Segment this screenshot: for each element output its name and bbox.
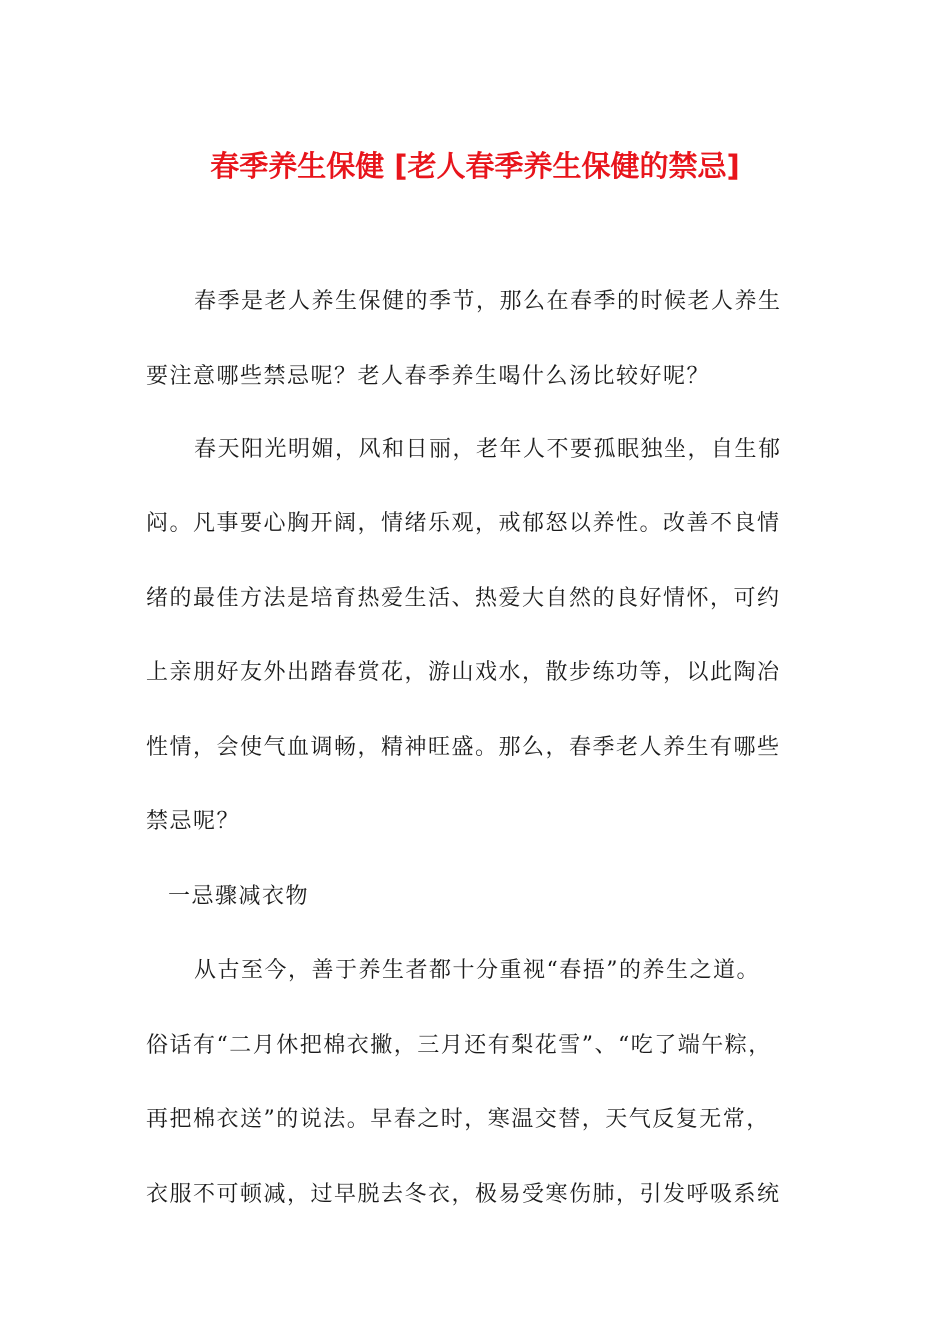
paragraph-line: 再把棉衣送”的说法。早春之时，寒温交替，天气反复无常， xyxy=(146,1107,770,1132)
section-heading: 一忌骤减衣物 xyxy=(168,884,310,909)
paragraph-line: 从古至今，善于养生者都十分重视“春捂”的养生之道。 xyxy=(194,958,760,983)
paragraph-line: 禁忌呢？ xyxy=(146,809,241,834)
paragraph-line: 要注意哪些禁忌呢？老人春季养生喝什么汤比较好呢？ xyxy=(146,364,711,389)
paragraph-line: 上亲朋好友外出踏春赏花，游山戏水，散步练功等，以此陶冶 xyxy=(146,660,781,685)
paragraph-line: 绪的最佳方法是培育热爱生活、热爱大自然的良好情怀，可约 xyxy=(146,586,781,611)
document-title: 春季养生保健 [老人春季养生保健的禁忌] xyxy=(210,149,740,183)
paragraph-line: 闷。凡事要心胸开阔，情绪乐观，戒郁怒以养性。改善不良情 xyxy=(146,511,781,536)
paragraph-line: 俗话有“二月休把棉衣撇，三月还有梨花雪”、“吃了端午粽， xyxy=(146,1033,772,1058)
paragraph-line: 春季是老人养生保健的季节，那么在春季的时候老人养生 xyxy=(194,289,782,314)
paragraph-line: 衣服不可顿减，过早脱去冬衣，极易受寒伤肺，引发呼吸系统 xyxy=(146,1182,781,1207)
paragraph-line: 春天阳光明媚，风和日丽，老年人不要孤眠独坐，自生郁 xyxy=(194,437,782,462)
paragraph-line: 性情，会使气血调畅，精神旺盛。那么，春季老人养生有哪些 xyxy=(146,735,781,760)
